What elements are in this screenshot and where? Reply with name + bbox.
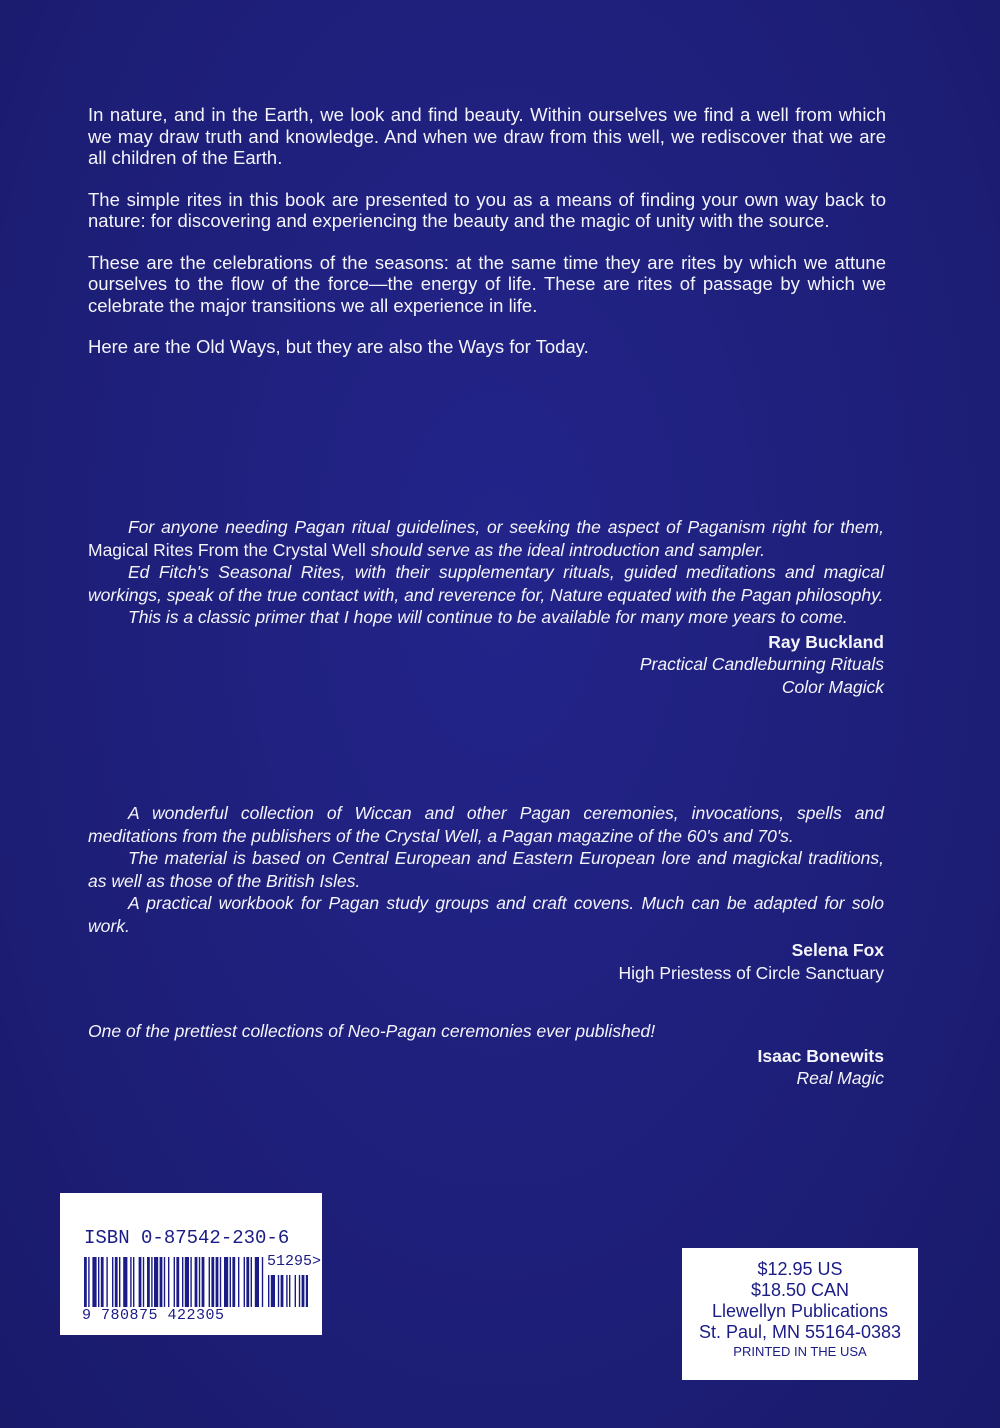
barcode-bar — [209, 1257, 210, 1307]
book-title: Magical Rites From the Crystal Well — [88, 539, 366, 560]
review-bonewits — [88, 1020, 884, 1090]
barcode-bar — [174, 1257, 175, 1307]
publisher-name: Llewellyn Publications — [711, 1301, 889, 1321]
barcode-bar — [289, 1275, 290, 1307]
ean-number: 9 780875 422305 — [82, 1307, 225, 1324]
price-can: $18.50 CAN — [750, 1280, 850, 1300]
barcode-bar — [211, 1257, 214, 1307]
barcode-bar — [147, 1257, 150, 1307]
reviewer-work: Practical Candleburning Rituals — [639, 654, 884, 674]
blurb-paragraph-2: The simple rites in this book are presented to you as a means of finding your own way back to nature: for discovering and experiencing the beauty and the magic of unity with the source. — [88, 188, 886, 231]
barcode-bar — [255, 1257, 259, 1307]
barcode-bar — [230, 1257, 231, 1307]
barcode-bar — [185, 1257, 189, 1307]
barcode-bar — [295, 1275, 296, 1307]
blurb — [88, 104, 886, 378]
barcode-bar — [190, 1257, 191, 1307]
barcode-bar — [84, 1257, 87, 1307]
review-paragraph: A wonderful collection of Wiccan and other Pagan ceremonies, invocations, spells and meditations from the publishers of the Crystal Well, a Pagan magazine of the 60's and 70's. — [88, 803, 884, 846]
blurb-paragraph-3: These are the celebrations of the seasons: at the same time they are rites by which we attune ourselves to the flow of the force—the energy of life. These are rites of passage by which we celebrate the major transitions we all experience in life. — [88, 251, 886, 316]
review-buckland — [88, 516, 884, 698]
barcode-bar — [182, 1257, 183, 1307]
barcode-bar — [199, 1257, 200, 1307]
barcode-bar — [168, 1257, 169, 1307]
barcode-bar — [98, 1257, 99, 1307]
review-paragraph: This is a classic primer that I hope will continue to be available for many more years to come. — [128, 607, 848, 627]
barcode-bar — [216, 1257, 219, 1307]
price-label — [682, 1248, 918, 1380]
barcode-bar — [176, 1257, 179, 1307]
barcode-bar — [115, 1257, 118, 1307]
reviewer-work: Color Magick — [781, 676, 884, 697]
barcode-bar — [281, 1275, 284, 1307]
barcode-bar — [92, 1257, 96, 1307]
barcode-bar — [119, 1257, 120, 1307]
barcode-bar — [299, 1275, 300, 1307]
review-paragraph: A practical workbook for Pagan study groups and craft covens. Much can be adapted for solo work. — [88, 893, 884, 936]
barcode-bar — [112, 1257, 113, 1307]
barcode-bar — [151, 1257, 152, 1307]
barcode-bar — [154, 1257, 158, 1307]
barcode-bar — [139, 1257, 142, 1307]
reviewer-attribution — [88, 1045, 884, 1090]
barcode-bar — [302, 1275, 305, 1307]
barcode-bar — [246, 1257, 249, 1307]
review-fox — [88, 802, 884, 984]
barcode-bar — [202, 1257, 205, 1307]
blurb-paragraph-1: In nature, and in the Earth, we look and find beauty. Within ourselves we find a well from which we may draw truth and knowledge. And when we draw from this well, we rediscover that we are all children of the Earth. — [88, 104, 886, 168]
barcode-bar — [130, 1257, 131, 1307]
barcode-bar — [278, 1275, 279, 1307]
blurb-paragraph-4: Here are the Old Ways, but they are also the Ways for Today. — [88, 336, 589, 357]
barcode-bar — [224, 1257, 228, 1307]
barcode-bar — [262, 1257, 263, 1307]
price-addon-code: 51295> — [267, 1253, 322, 1270]
reviewer-title: High Priestess of Circle Sanctuary — [618, 962, 884, 983]
printed-in: PRINTED IN THE USA — [733, 1344, 867, 1359]
barcode-bar — [251, 1257, 252, 1307]
barcode-bar — [88, 1257, 89, 1307]
barcode-bar — [143, 1257, 144, 1307]
barcode-bar — [101, 1257, 104, 1307]
reviewer-name: Ray Buckland — [768, 631, 884, 652]
barcode-bar — [195, 1257, 198, 1307]
barcode-bar — [238, 1257, 239, 1307]
publisher-address: St. Paul, MN 55164-0383 — [698, 1322, 902, 1342]
isbn-text: ISBN 0-87542-230-6 — [84, 1227, 290, 1249]
barcode-bar — [271, 1275, 275, 1307]
reviewer-attribution — [88, 939, 884, 984]
barcode-bar — [268, 1275, 269, 1307]
barcode-bar — [106, 1257, 107, 1307]
review-paragraph: The material is based on Central European and Eastern European lore and magickal traditions, as well as those of the British Isles. — [88, 848, 884, 891]
reviewer-attribution — [88, 631, 884, 699]
barcode-bar — [232, 1257, 235, 1307]
barcode-bar — [164, 1257, 165, 1307]
price-us: $12.95 US — [757, 1259, 843, 1279]
reviewer-name: Isaac Bonewits — [757, 1045, 884, 1066]
review-paragraph: One of the prettiest collections of Neo-Pagan ceremonies ever published! — [88, 1021, 656, 1041]
barcode-bar — [244, 1257, 245, 1307]
barcode-label — [60, 1193, 322, 1335]
barcode-bar — [306, 1275, 308, 1307]
barcode-bar — [220, 1257, 221, 1307]
barcode-bar — [123, 1257, 127, 1307]
review-paragraph: For anyone needing Pagan ritual guidelines, or seeking the aspect of Paganism right for them, Magical Rites From the Crystal Well should serve as the ideal introduction and sampler. — [88, 517, 884, 560]
barcode-bar — [286, 1275, 287, 1307]
barcode-bar — [133, 1257, 134, 1307]
barcode-bar — [160, 1257, 163, 1307]
reviewer-work: Real Magic — [796, 1068, 884, 1088]
reviewer-name: Selena Fox — [791, 940, 884, 960]
review-paragraph: Ed Fitch's Seasonal Rites, with their supplementary rituals, guided meditations and magical workings, speak of the true contact with, and reverence for, Nature equated with the Pagan philosophy. — [88, 562, 884, 605]
